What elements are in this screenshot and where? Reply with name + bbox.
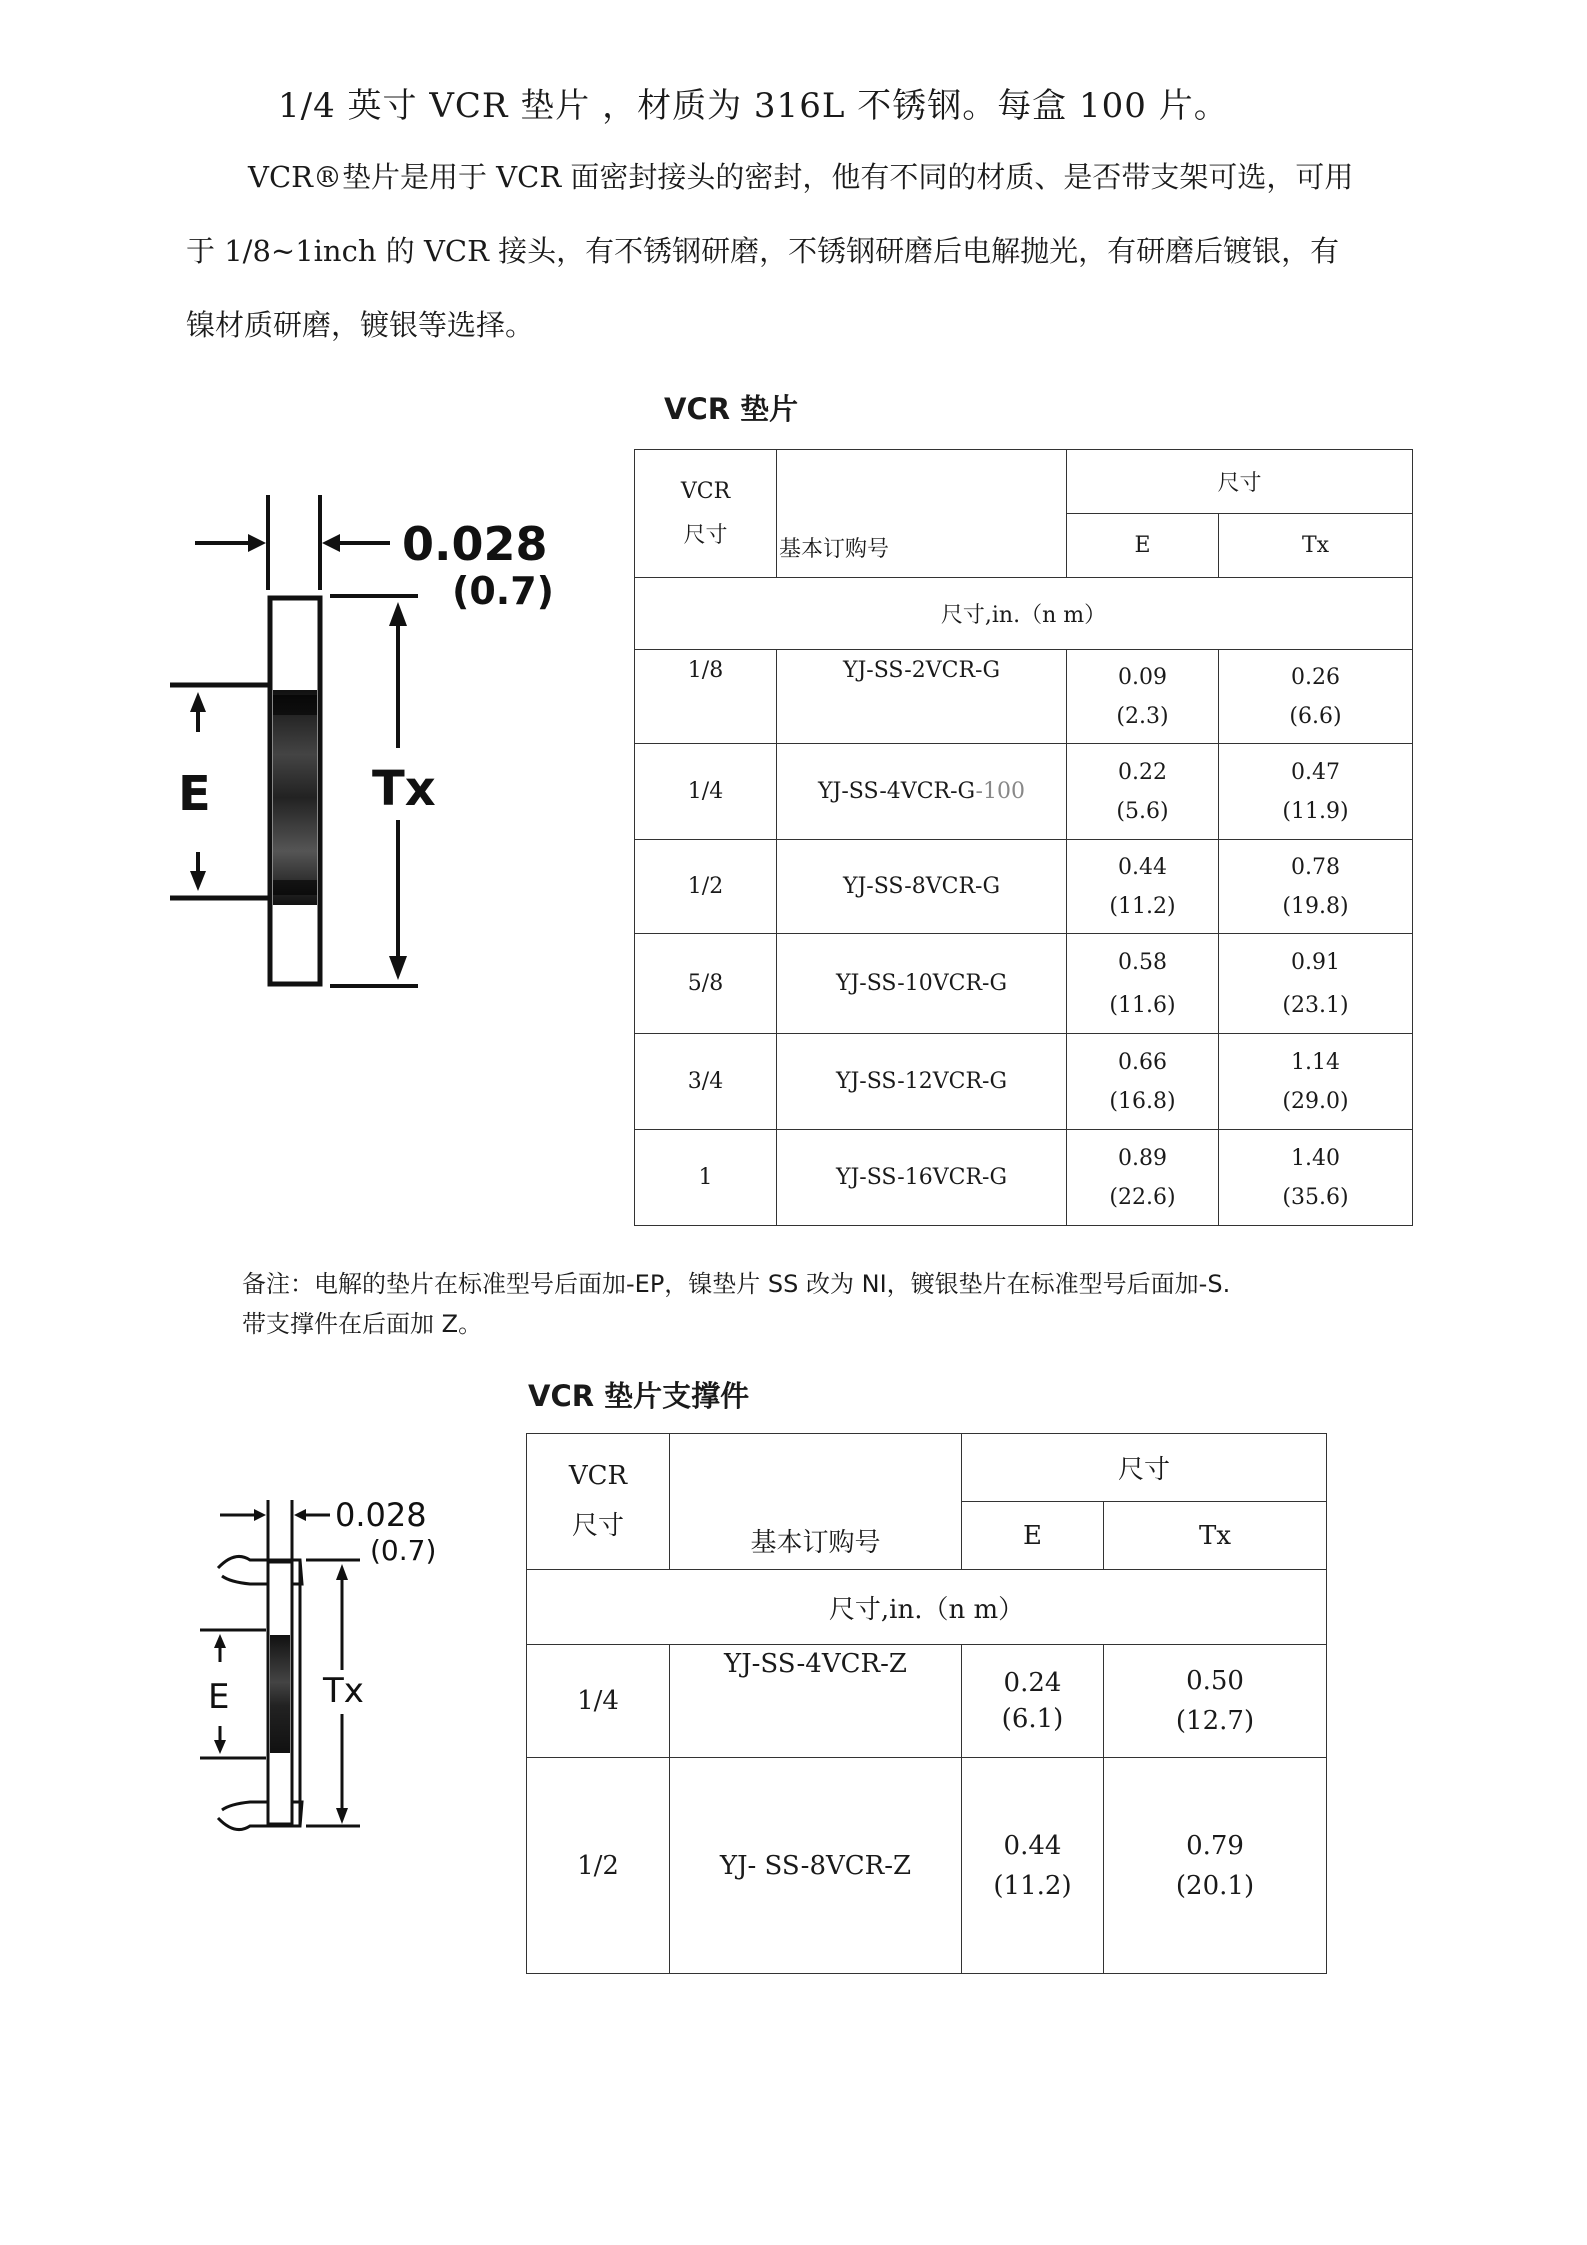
header-tx: Tx	[1104, 1502, 1327, 1570]
part-cell: YJ-SS-8VCR-G	[777, 840, 1067, 934]
e-cell: 0.09 (2.3)	[1067, 650, 1219, 744]
e-cell: 0.66 (16.8)	[1067, 1034, 1219, 1130]
e-cell: 0.22 (5.6)	[1067, 744, 1219, 840]
part-cell: YJ-SS-4VCR-Z	[670, 1645, 962, 1758]
part-cell: YJ-SS-12VCR-G	[777, 1034, 1067, 1130]
thickness-arrows	[195, 534, 390, 552]
size-cell: 1/4	[527, 1645, 670, 1758]
header-dimensions: 尺寸	[962, 1434, 1327, 1502]
size-cell: 1	[635, 1130, 777, 1226]
header-part-number: 基本订购号	[670, 1434, 962, 1570]
intro-line-2: 于 1/8~1inch 的 VCR 接头，有不锈钢研磨，不锈钢研磨后电解抛光，有研磨后镀银，有	[186, 234, 1340, 268]
tx-cell: 1.40 (35.6)	[1219, 1130, 1413, 1226]
retainer-table	[526, 1433, 1327, 1974]
e-label: E	[208, 1677, 230, 1717]
tx-cell: 0.26 (6.6)	[1219, 650, 1413, 744]
gasket-table	[634, 449, 1413, 1226]
table-row	[527, 1758, 1327, 1974]
gasket-table-title: VCR 垫片	[664, 392, 799, 426]
gasket-body	[270, 598, 320, 984]
size-cell: 1/2	[635, 840, 777, 934]
tx-cell: 0.50 (12.7)	[1104, 1645, 1327, 1758]
header-vcr-size: VCR 尺寸	[635, 450, 777, 578]
size-cell: 5/8	[635, 934, 777, 1034]
thickness-mm-label: (0.7)	[370, 1534, 437, 1567]
retainer-table-title: VCR 垫片支撑件	[528, 1379, 750, 1413]
size-cell: 1/8	[635, 650, 777, 744]
units-row: 尺寸,in.（n m）	[527, 1570, 1327, 1645]
header-e: E	[962, 1502, 1104, 1570]
gasket-diagram	[150, 480, 570, 1000]
e-label: E	[178, 766, 211, 822]
note-line-1: 备注：电解的垫片在标准型号后面加-EP，镍垫片 SS 改为 NI，镀银垫片在标准型号后面加-S.	[242, 1270, 1231, 1298]
table-row	[527, 1645, 1327, 1758]
tx-cell: 0.91 (23.1)	[1219, 934, 1413, 1034]
intro-line-1: VCR®垫片是用于 VCR 面密封接头的密封，他有不同的材质、是否带支架可选，可用	[248, 160, 1354, 194]
gasket-body	[268, 1562, 292, 1824]
table-row	[635, 840, 1413, 934]
top-dim-extension-lines	[268, 495, 320, 590]
tx-cell: 1.14 (29.0)	[1219, 1034, 1413, 1130]
table-row	[635, 1130, 1413, 1226]
tx-cell: 0.79 (20.1)	[1104, 1758, 1327, 1974]
part-cell: YJ-SS-2VCR-G	[777, 650, 1067, 744]
e-cell: 0.58 (11.6)	[1067, 934, 1219, 1034]
header-e: E	[1067, 514, 1219, 578]
e-cell: 0.24 (6.1)	[962, 1645, 1104, 1758]
table-row	[635, 650, 1413, 744]
note-line-2: 带支撑件在后面加 Z。	[242, 1310, 483, 1338]
units-row: 尺寸,in.（n m）	[635, 578, 1413, 650]
tx-label: Tx	[323, 1671, 364, 1711]
part-cell: YJ-SS-10VCR-G	[777, 934, 1067, 1034]
top-dim-extension-lines	[268, 1500, 292, 1562]
header-dimensions: 尺寸	[1067, 450, 1413, 514]
table-row	[635, 744, 1413, 840]
tx-cell: 0.78 (19.8)	[1219, 840, 1413, 934]
part-cell: YJ-SS-4VCR-G-100	[777, 744, 1067, 840]
part-cell: YJ- SS-8VCR-Z	[670, 1758, 962, 1974]
tx-label: Tx	[372, 761, 436, 817]
part-cell: YJ-SS-16VCR-G	[777, 1130, 1067, 1226]
header-vcr-size: VCR 尺寸	[527, 1434, 670, 1570]
e-cell: 0.44 (11.2)	[962, 1758, 1104, 1974]
thickness-arrows	[220, 1509, 330, 1521]
size-cell: 1/4	[635, 744, 777, 840]
size-cell: 3/4	[635, 1034, 777, 1130]
thickness-inch-label: 0.028	[335, 1496, 427, 1534]
table-row	[635, 934, 1413, 1034]
thickness-inch-label: 0.028	[402, 517, 548, 571]
retainer-diagram	[190, 1490, 490, 1860]
header-part-number: 基本订购号	[777, 450, 1067, 578]
table-row	[635, 1034, 1413, 1130]
intro-line-3: 镍材质研磨，镀银等选择。	[186, 308, 535, 342]
e-cell: 0.44 (11.2)	[1067, 840, 1219, 934]
header-tx: Tx	[1219, 514, 1413, 578]
thickness-mm-label: (0.7)	[452, 569, 555, 613]
size-cell: 1/2	[527, 1758, 670, 1974]
tx-cell: 0.47 (11.9)	[1219, 744, 1413, 840]
page-heading: 1/4 英寸 VCR 垫片 ，材质为 316L 不锈钢。每盒 100 片。	[278, 86, 1229, 126]
e-cell: 0.89 (22.6)	[1067, 1130, 1219, 1226]
